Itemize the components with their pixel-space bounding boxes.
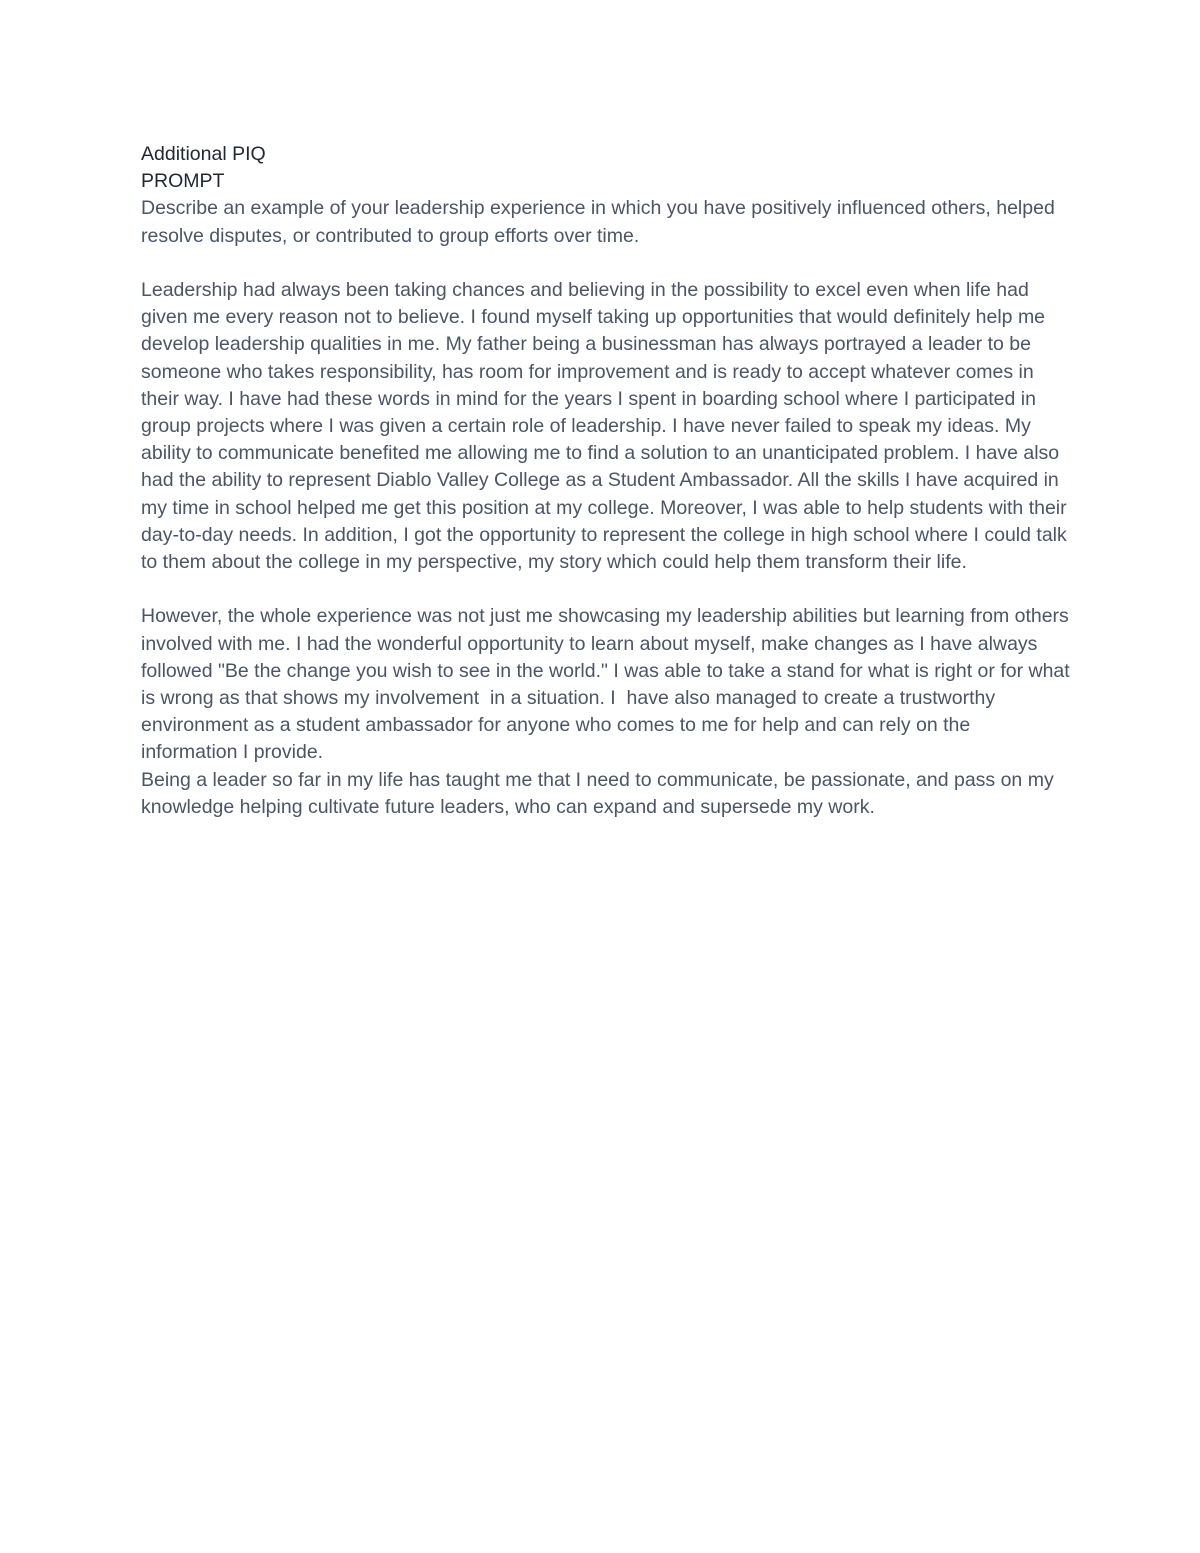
prompt-label: PROMPT <box>141 170 225 193</box>
essay-paragraph-3: Being a leader so far in my life has taught me that I need to communicate, be passionate, and pass on my knowledge helping cultivate future leaders, who can expand and supersede my work. <box>141 768 1054 818</box>
prompt-text: Describe an example of your leadership experience in which you have positively influenced others, helped resolve disputes, or contributed to group efforts over time. <box>141 197 1055 247</box>
document-title: Additional PIQ <box>141 143 266 165</box>
paragraph-spacer <box>141 576 1071 603</box>
document-body <box>141 141 1076 821</box>
paragraph-spacer <box>141 250 1071 277</box>
essay-paragraph-2: However, the whole experience was not just me showcasing my leadership abilities but learning from others involved with me. I had the wonderful opportunity to learn about myself, make changes as I have always followed "Be the change you wish to see in the world." I was able to take a stand for what is right or for what is wrong as that shows my involvement in a situation. I have also managed to create a trustworthy environment as a student ambassador for anyone who comes to me for help and can rely on the information I provide. <box>141 605 1076 764</box>
essay-paragraph-1: Leadership had always been taking chances and believing in the possibility to excel even when life had given me every reason not to believe. I found myself taking up opportunities that would definitely help me develop leadership qualities in me. My father being a businessman has always portrayed a leader to be someone who takes responsibility, has room for improvement and is ready to accept whatever comes in their way. I have had these words in mind for the years I spent in boarding school where I participated in group projects where I was given a certain role of leadership. I have never failed to speak my ideas. My ability to communicate benefited me allowing me to find a solution to an unanticipated problem. I have also had the ability to represent Diablo Valley College as a Student Ambassador. All the skills I have acquired in my time in school helped me get this position at my college. Moreover, I was able to help students with their day-to-day needs. In addition, I got the opportunity to represent the college in high school where I could talk to them about the college in my perspective, my story which could help them transform their life. <box>141 279 1067 574</box>
